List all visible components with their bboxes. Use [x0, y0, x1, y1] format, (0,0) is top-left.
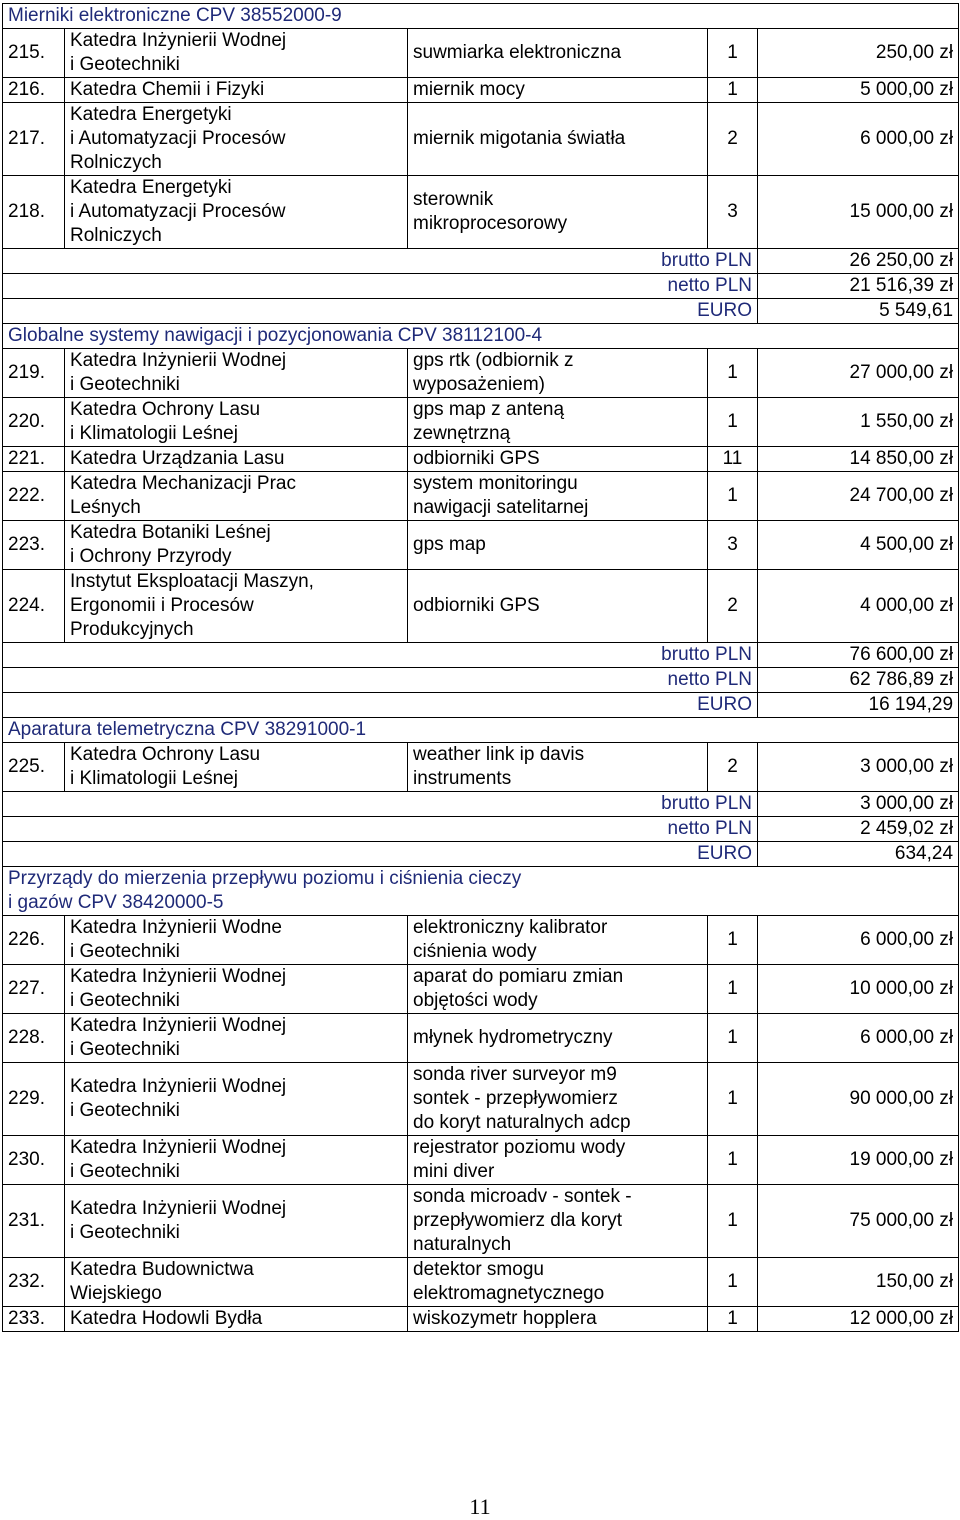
- item-number: 220.: [3, 398, 65, 447]
- price: 250,00 zł: [758, 29, 959, 78]
- price: 5 000,00 zł: [758, 78, 959, 103]
- department-line: i Geotechniki: [70, 1161, 180, 1182]
- summary-label: brutto PLN: [3, 643, 758, 668]
- item-line: przepływomierz dla koryt: [413, 1210, 623, 1231]
- summary-value: 2 459,02 zł: [758, 817, 959, 842]
- page-number: 11: [469, 1494, 491, 1519]
- procurement-table-body: [3, 4, 959, 1332]
- department-cell: [65, 29, 408, 78]
- item-number: 227.: [3, 965, 65, 1014]
- price: 6 000,00 zł: [758, 103, 959, 176]
- item-cell: [408, 398, 708, 447]
- price: 4 500,00 zł: [758, 521, 959, 570]
- department-line: i Geotechniki: [70, 990, 180, 1011]
- item-cell: [408, 1258, 708, 1307]
- item-line: młynek hydrometryczny: [413, 1027, 613, 1048]
- section-heading-row: [3, 4, 959, 29]
- item-number: 233.: [3, 1307, 65, 1332]
- item-line: miernik migotania światła: [413, 128, 626, 149]
- department-line: i Ochrony Przyrody: [70, 546, 232, 567]
- item-line: sontek - przepływomierz: [413, 1088, 618, 1109]
- quantity: 1: [708, 1307, 758, 1332]
- summary-value: 5 549,61: [758, 299, 959, 324]
- section-title: Mierniki elektroniczne CPV 38552000-9: [8, 5, 342, 26]
- summary-label: EURO: [3, 842, 758, 867]
- item-line: suwmiarka elektroniczna: [413, 42, 622, 63]
- quantity: 1: [708, 349, 758, 398]
- quantity: 1: [708, 916, 758, 965]
- department-line: i Geotechniki: [70, 54, 180, 75]
- item-line: aparat do pomiaru zmian: [413, 966, 624, 987]
- table-row: [3, 398, 959, 447]
- item-line: objętości wody: [413, 990, 538, 1011]
- price: 27 000,00 zł: [758, 349, 959, 398]
- quantity: 3: [708, 521, 758, 570]
- item-number: 221.: [3, 447, 65, 472]
- quantity: 1: [708, 472, 758, 521]
- item-number: 226.: [3, 916, 65, 965]
- department-cell: [65, 965, 408, 1014]
- table-row: [3, 447, 959, 472]
- section-title-cell: [3, 4, 959, 29]
- department-line: Rolniczych: [70, 152, 162, 173]
- department-line: i Geotechniki: [70, 1222, 180, 1243]
- item-line: gps rtk (odbiornik z: [413, 350, 574, 371]
- item-number: 215.: [3, 29, 65, 78]
- item-line: gps map: [413, 534, 486, 555]
- item-number: 218.: [3, 176, 65, 249]
- item-cell: [408, 1307, 708, 1332]
- table-row: [3, 176, 959, 249]
- item-number: 217.: [3, 103, 65, 176]
- department-line: Katedra Inżynierii Wodnej: [70, 1198, 287, 1219]
- department-line: Katedra Inżynierii Wodnej: [70, 1015, 287, 1036]
- summary-row: [3, 274, 959, 299]
- table-row: [3, 349, 959, 398]
- quantity: 1: [708, 78, 758, 103]
- price: 6 000,00 zł: [758, 1014, 959, 1063]
- item-cell: [408, 1063, 708, 1136]
- item-line: naturalnych: [413, 1234, 512, 1255]
- item-number: 216.: [3, 78, 65, 103]
- summary-value: 16 194,29: [758, 693, 959, 718]
- price: 6 000,00 zł: [758, 916, 959, 965]
- department-cell: [65, 1185, 408, 1258]
- department-line: Wiejskiego: [70, 1283, 162, 1304]
- item-line: elektromagnetycznego: [413, 1283, 605, 1304]
- summary-value: 62 786,89 zł: [758, 668, 959, 693]
- summary-row: [3, 792, 959, 817]
- item-line: mikroprocesorowy: [413, 213, 568, 234]
- department-cell: [65, 398, 408, 447]
- item-line: sterownik: [413, 189, 494, 210]
- section-title-cont: i gazów CPV 38420000-5: [8, 892, 224, 913]
- quantity: 2: [708, 103, 758, 176]
- department-line: Katedra Inżynierii Wodne: [70, 917, 282, 938]
- department-line: Rolniczych: [70, 225, 162, 246]
- department-line: Katedra Hodowli Bydła: [70, 1308, 263, 1329]
- department-line: i Klimatologii Leśnej: [70, 768, 238, 789]
- price: 90 000,00 zł: [758, 1063, 959, 1136]
- summary-row: [3, 668, 959, 693]
- price: 14 850,00 zł: [758, 447, 959, 472]
- summary-row: [3, 643, 959, 668]
- department-line: i Geotechniki: [70, 1100, 180, 1121]
- department-line: Katedra Energetyki: [70, 104, 232, 125]
- summary-value: 21 516,39 zł: [758, 274, 959, 299]
- summary-value: 76 600,00 zł: [758, 643, 959, 668]
- department-line: Katedra Energetyki: [70, 177, 232, 198]
- item-cell: [408, 447, 708, 472]
- item-line: odbiorniki GPS: [413, 448, 540, 469]
- table-row: [3, 103, 959, 176]
- department-line: i Klimatologii Leśnej: [70, 423, 238, 444]
- department-line: Katedra Inżynierii Wodnej: [70, 350, 287, 371]
- price: 24 700,00 zł: [758, 472, 959, 521]
- table-row: [3, 521, 959, 570]
- department-line: Katedra Mechanizacji Prac: [70, 473, 296, 494]
- department-cell: [65, 1063, 408, 1136]
- department-cell: [65, 349, 408, 398]
- section-title: Globalne systemy nawigacji i pozycjonowania CPV 38112100-4: [8, 325, 543, 346]
- summary-label: netto PLN: [3, 668, 758, 693]
- summary-label: brutto PLN: [3, 792, 758, 817]
- procurement-table: [2, 3, 959, 1332]
- item-number: 229.: [3, 1063, 65, 1136]
- department-cell: [65, 472, 408, 521]
- summary-row: [3, 693, 959, 718]
- item-number: 223.: [3, 521, 65, 570]
- department-line: Katedra Ochrony Lasu: [70, 399, 261, 420]
- quantity: 1: [708, 1185, 758, 1258]
- item-cell: [408, 570, 708, 643]
- summary-value: 634,24: [758, 842, 959, 867]
- table-row: [3, 78, 959, 103]
- item-cell: [408, 1014, 708, 1063]
- department-cell: [65, 1014, 408, 1063]
- section-heading-row: [3, 718, 959, 743]
- item-number: 225.: [3, 743, 65, 792]
- summary-label: EURO: [3, 693, 758, 718]
- department-cell: [65, 743, 408, 792]
- quantity: 1: [708, 1136, 758, 1185]
- item-number: 222.: [3, 472, 65, 521]
- department-cell: [65, 103, 408, 176]
- table-row: [3, 29, 959, 78]
- summary-value: 26 250,00 zł: [758, 249, 959, 274]
- item-line: wyposażeniem): [413, 374, 545, 395]
- item-cell: [408, 743, 708, 792]
- price: 19 000,00 zł: [758, 1136, 959, 1185]
- item-line: odbiorniki GPS: [413, 595, 540, 616]
- summary-value: 3 000,00 zł: [758, 792, 959, 817]
- department-cell: [65, 521, 408, 570]
- item-line: detektor smogu: [413, 1259, 544, 1280]
- table-row: [3, 1136, 959, 1185]
- item-line: elektroniczny kalibrator: [413, 917, 608, 938]
- item-number: 230.: [3, 1136, 65, 1185]
- department-line: Katedra Inżynierii Wodnej: [70, 1076, 287, 1097]
- section-title-cell: [3, 718, 959, 743]
- department-line: i Automatyzacji Procesów: [70, 201, 286, 222]
- quantity: 2: [708, 570, 758, 643]
- department-line: Leśnych: [70, 497, 141, 518]
- item-line: zewnętrzną: [413, 423, 511, 444]
- item-cell: [408, 29, 708, 78]
- item-cell: [408, 472, 708, 521]
- department-cell: [65, 1258, 408, 1307]
- table-row: [3, 1014, 959, 1063]
- item-line: wiskozymetr hopplera: [413, 1308, 597, 1329]
- summary-row: [3, 842, 959, 867]
- item-number: 231.: [3, 1185, 65, 1258]
- table-row: [3, 743, 959, 792]
- summary-label: EURO: [3, 299, 758, 324]
- quantity: 1: [708, 965, 758, 1014]
- item-line: gps map z anteną: [413, 399, 565, 420]
- item-line: system monitoringu: [413, 473, 578, 494]
- department-line: i Automatyzacji Procesów: [70, 128, 286, 149]
- department-line: i Geotechniki: [70, 1039, 180, 1060]
- section-heading-row: [3, 324, 959, 349]
- section-title-cell: [3, 324, 959, 349]
- item-cell: [408, 916, 708, 965]
- summary-row: [3, 299, 959, 324]
- item-cell: [408, 1136, 708, 1185]
- department-line: i Geotechniki: [70, 941, 180, 962]
- quantity: 1: [708, 1063, 758, 1136]
- department-line: Ergonomii i Procesów: [70, 595, 254, 616]
- item-line: sonda river surveyor m9: [413, 1064, 617, 1085]
- table-row: [3, 1307, 959, 1332]
- price: 10 000,00 zł: [758, 965, 959, 1014]
- department-cell: [65, 1307, 408, 1332]
- item-line: nawigacji satelitarnej: [413, 497, 589, 518]
- item-cell: [408, 521, 708, 570]
- quantity: 1: [708, 398, 758, 447]
- section-title: Aparatura telemetryczna CPV 38291000-1: [8, 719, 367, 740]
- department-line: Katedra Chemii i Fizyki: [70, 79, 265, 100]
- department-line: Katedra Ochrony Lasu: [70, 744, 261, 765]
- table-row: [3, 570, 959, 643]
- department-line: Katedra Urządzania Lasu: [70, 448, 285, 469]
- item-number: 219.: [3, 349, 65, 398]
- item-number: 228.: [3, 1014, 65, 1063]
- table-row: [3, 472, 959, 521]
- item-cell: [408, 965, 708, 1014]
- section-heading-row: [3, 867, 959, 916]
- item-number: 224.: [3, 570, 65, 643]
- department-cell: [65, 447, 408, 472]
- quantity: 1: [708, 1258, 758, 1307]
- item-line: mini diver: [413, 1161, 495, 1182]
- quantity: 1: [708, 29, 758, 78]
- price: 15 000,00 zł: [758, 176, 959, 249]
- department-line: Katedra Budownictwa: [70, 1259, 254, 1280]
- item-cell: [408, 78, 708, 103]
- item-line: instruments: [413, 768, 512, 789]
- item-cell: [408, 103, 708, 176]
- item-line: weather link ip davis: [413, 744, 585, 765]
- section-title-cell: [3, 867, 959, 916]
- department-line: Katedra Inżynierii Wodnej: [70, 30, 287, 51]
- price: 150,00 zł: [758, 1258, 959, 1307]
- department-line: Produkcyjnych: [70, 619, 194, 640]
- price: 3 000,00 zł: [758, 743, 959, 792]
- table-row: [3, 916, 959, 965]
- item-number: 232.: [3, 1258, 65, 1307]
- department-cell: [65, 176, 408, 249]
- quantity: 3: [708, 176, 758, 249]
- section-title: Przyrządy do mierzenia przepływu poziomu i ciśnienia cieczy: [8, 868, 522, 889]
- summary-label: brutto PLN: [3, 249, 758, 274]
- department-line: Instytut Eksploatacji Maszyn,: [70, 571, 314, 592]
- item-cell: [408, 349, 708, 398]
- department-line: Katedra Botaniki Leśnej: [70, 522, 271, 543]
- department-cell: [65, 570, 408, 643]
- quantity: 11: [708, 447, 758, 472]
- item-line: rejestrator poziomu wody: [413, 1137, 626, 1158]
- quantity: 2: [708, 743, 758, 792]
- summary-row: [3, 817, 959, 842]
- item-line: sonda microadv - sontek -: [413, 1186, 632, 1207]
- item-line: ciśnienia wody: [413, 941, 537, 962]
- price: 4 000,00 zł: [758, 570, 959, 643]
- table-row: [3, 1258, 959, 1307]
- price: 75 000,00 zł: [758, 1185, 959, 1258]
- price: 1 550,00 zł: [758, 398, 959, 447]
- table-row: [3, 1185, 959, 1258]
- table-row: [3, 1063, 959, 1136]
- department-cell: [65, 1136, 408, 1185]
- department-cell: [65, 916, 408, 965]
- price: 12 000,00 zł: [758, 1307, 959, 1332]
- item-cell: [408, 176, 708, 249]
- item-cell: [408, 1185, 708, 1258]
- item-line: miernik mocy: [413, 79, 525, 100]
- department-line: Katedra Inżynierii Wodnej: [70, 966, 287, 987]
- department-line: Katedra Inżynierii Wodnej: [70, 1137, 287, 1158]
- department-line: i Geotechniki: [70, 374, 180, 395]
- table-row: [3, 965, 959, 1014]
- quantity: 1: [708, 1014, 758, 1063]
- summary-label: netto PLN: [3, 274, 758, 299]
- summary-label: netto PLN: [3, 817, 758, 842]
- department-cell: [65, 78, 408, 103]
- summary-row: [3, 249, 959, 274]
- item-line: do koryt naturalnych adcp: [413, 1112, 631, 1133]
